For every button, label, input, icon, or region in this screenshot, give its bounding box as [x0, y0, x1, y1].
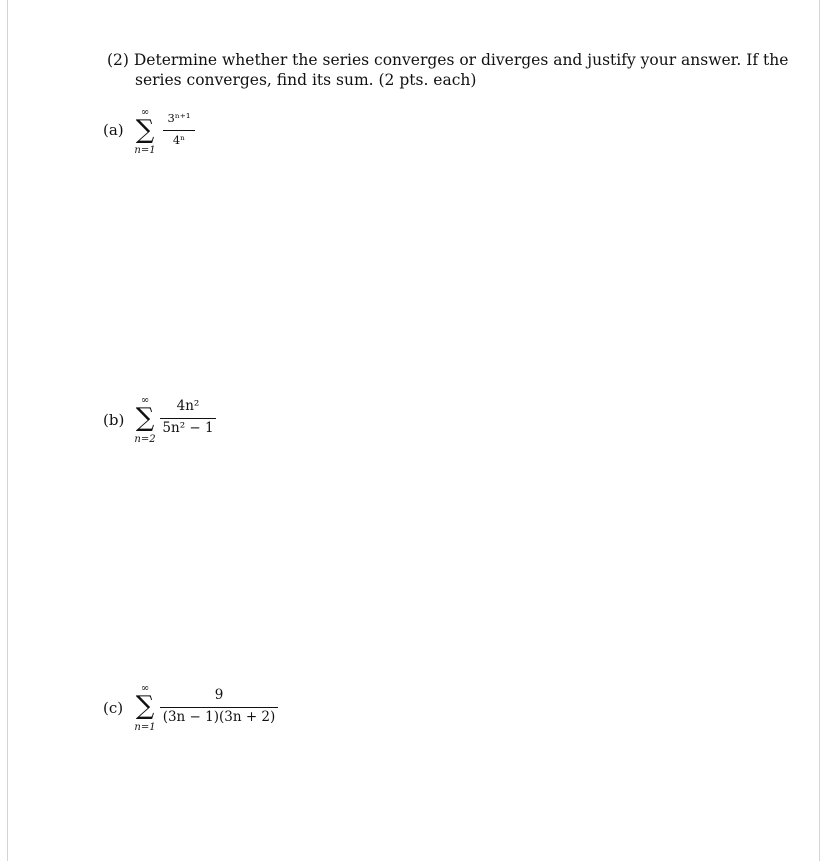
- question-line-2: series converges, find its sum. (2 pts. each): [135, 71, 477, 89]
- part-a-denominator: 4ⁿ: [172, 133, 186, 147]
- part-b-lower-limit: n=2: [134, 434, 156, 445]
- part-b-fraction: [160, 399, 216, 439]
- part-b-sigma-symbol: ∑: [135, 403, 155, 433]
- part-a-label: (a): [103, 121, 124, 139]
- part-b-fraction-bar: [160, 418, 216, 419]
- part-c-summation: [130, 684, 160, 736]
- part-c-fraction: [160, 688, 278, 728]
- part-c-label: (c): [103, 699, 124, 717]
- question-prompt: [107, 50, 789, 90]
- part-a-lower-limit: n=1: [134, 145, 156, 156]
- part-a-fraction-bar: [163, 130, 195, 131]
- part-c-upper-limit: ∞: [140, 683, 150, 694]
- part-c-sigma-symbol: ∑: [135, 691, 155, 721]
- part-b: [103, 396, 233, 448]
- part-a-sigma-symbol: ∑: [135, 115, 155, 145]
- part-c-denominator: (3n − 1)(3n + 2): [162, 709, 276, 725]
- question-line-1: (2) Determine whether the series converges or diverges and justify your answer. If the: [107, 51, 789, 69]
- part-c-lower-limit: n=1: [134, 722, 156, 733]
- part-b-summation: [130, 396, 160, 448]
- part-a-upper-limit: ∞: [140, 107, 150, 118]
- page-edge-right: [819, 0, 820, 861]
- part-b-label: (b): [103, 411, 125, 429]
- part-b-denominator: 5n² − 1: [162, 420, 214, 436]
- part-b-numerator: 4n²: [176, 398, 200, 414]
- part-a-summation: [130, 108, 160, 158]
- part-a: [103, 108, 223, 158]
- part-c-fraction-bar: [160, 707, 278, 708]
- part-c: [103, 684, 293, 736]
- part-a-fraction: [163, 110, 195, 150]
- part-a-numerator: 3ⁿ⁺¹: [167, 111, 191, 125]
- part-c-numerator: 9: [214, 687, 224, 703]
- part-b-upper-limit: ∞: [140, 395, 150, 406]
- page-edge-left: [7, 0, 8, 861]
